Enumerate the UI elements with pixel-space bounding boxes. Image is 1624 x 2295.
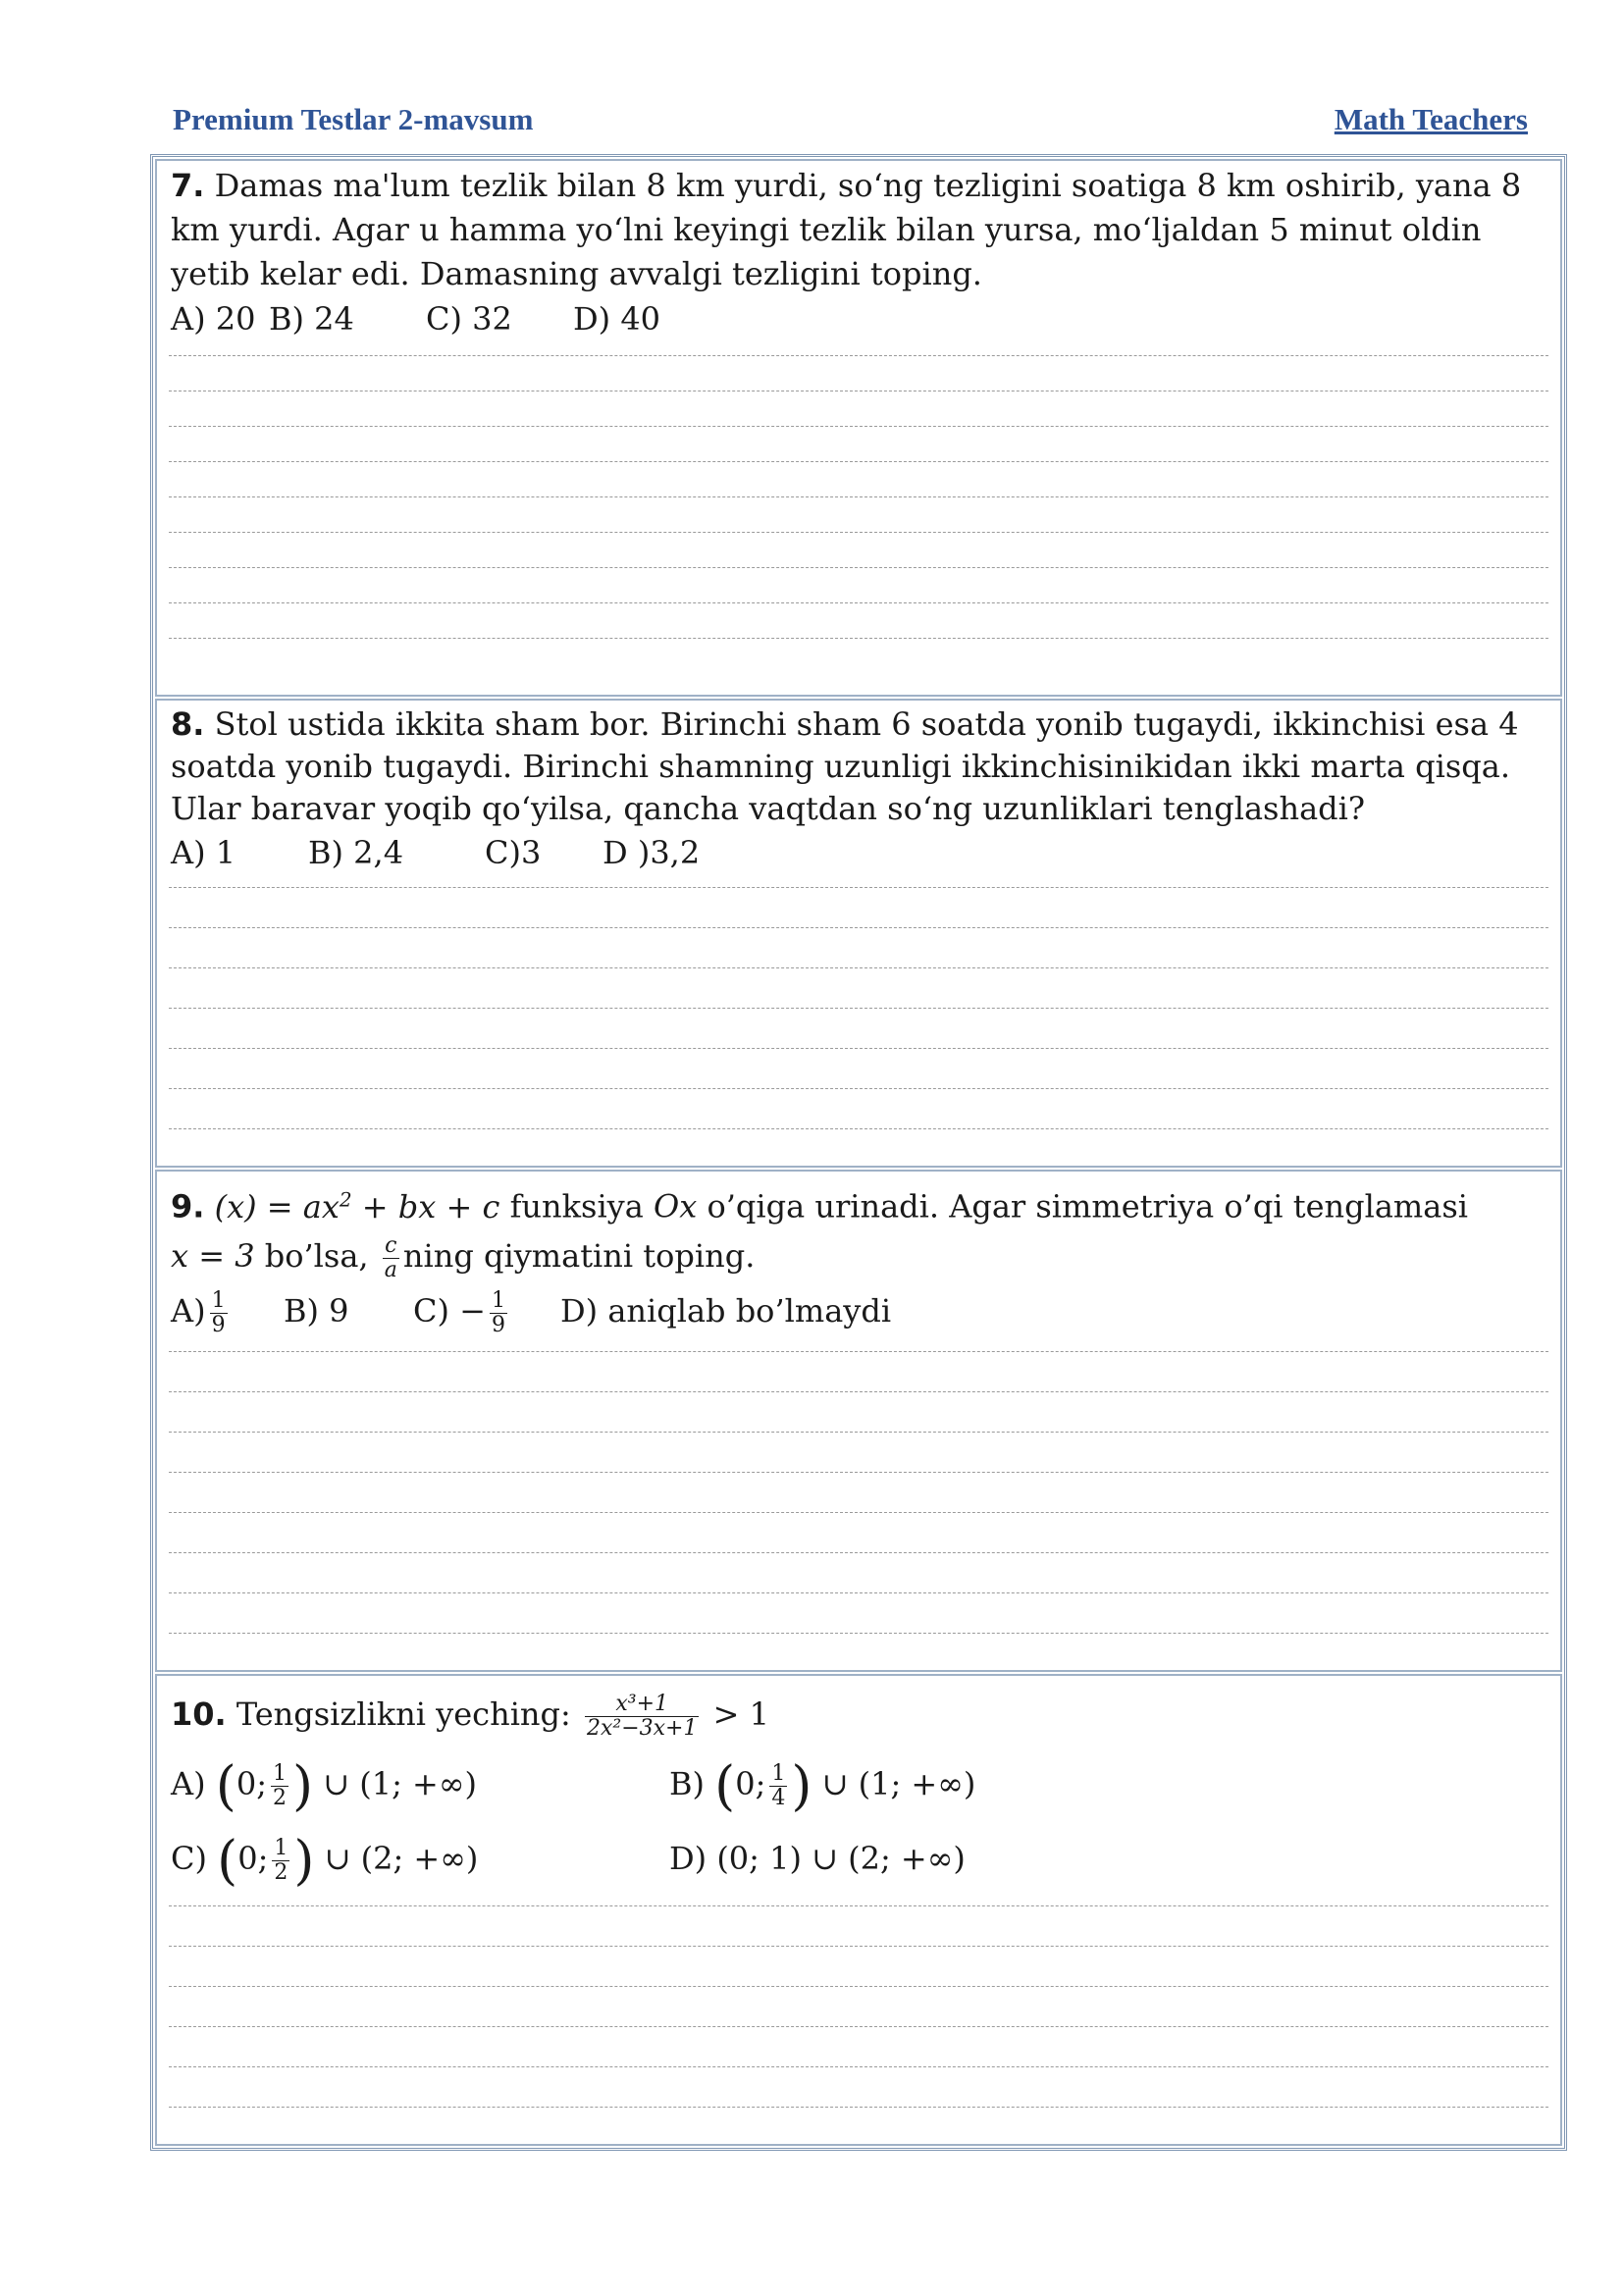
question-8	[155, 699, 1562, 1168]
option-a[interactable]: A) (0; $\frac{1}{2}$ ) ∪ (1; +∞)	[171, 1754, 477, 1817]
question-10-text: 10. Tengsizlikni yeching: $\frac{\text{x³+1}}{\text{2x²−3x+1}}$ > 1	[171, 1692, 769, 1741]
answer-lines	[171, 355, 1546, 639]
dashed-line	[169, 1432, 1548, 1433]
option-c[interactable]: C) (0; $\frac{1}{2}$ ) ∪ (2; +∞)	[171, 1829, 479, 1892]
header-brand-link[interactable]: Math Teachers	[1334, 102, 1528, 136]
option-d[interactable]: D) aniqlab bo’lmaydi	[560, 1291, 892, 1330]
dashed-line	[169, 496, 1548, 497]
option-a[interactable]: A) $\frac{1}{9}$	[171, 1287, 226, 1337]
option-b[interactable]: B) 2,4	[308, 834, 404, 871]
dashed-line	[169, 355, 1548, 356]
answer-options	[171, 1282, 1546, 1339]
question-number: 9.	[171, 1187, 205, 1226]
option-b[interactable]: B) 24	[269, 300, 354, 338]
option-a[interactable]: A) 20	[171, 300, 256, 338]
question-body: Stol ustida ikkita sham bor. Birinchi sham 6 soatda yonib tugaydi, ikkinchisi esa 4 soatda yonib tugaydi. Birinchi shamning uzunligi ikkinchisinikidan ikki marta qisqa. Ular baravar yoqib qo‘yilsa, qancha vaqtdan so‘ng uzunliklari tenglashadi?	[171, 705, 1519, 827]
answer-lines	[171, 1905, 1546, 2108]
question-8-text	[171, 701, 1546, 830]
dashed-line	[169, 2026, 1548, 2027]
dashed-line	[169, 532, 1548, 533]
dashed-line	[169, 1008, 1548, 1009]
option-c[interactable]: C)3	[485, 834, 542, 871]
dashed-line	[169, 1512, 1548, 1513]
option-d[interactable]: D) (0; 1) ∪ (2; +∞)	[669, 1840, 966, 1877]
question-number: 10.	[171, 1695, 227, 1733]
dashed-line	[169, 1946, 1548, 1947]
dashed-line	[169, 1905, 1548, 1906]
dashed-line	[169, 1472, 1548, 1473]
dashed-line	[169, 1391, 1548, 1392]
question-7	[155, 159, 1562, 697]
option-d[interactable]: D) 40	[573, 300, 661, 338]
option-d[interactable]: D )3,2	[602, 834, 701, 871]
dashed-line	[169, 2066, 1548, 2067]
dashed-line	[169, 1088, 1548, 1089]
function-formula: $(x) = ax^2$ + bx + c	[214, 1187, 500, 1226]
dashed-line	[169, 887, 1548, 888]
inequality-fraction: $\frac{\text{x³+1}}{\text{2x²−3x+1}}$	[586, 1692, 698, 1741]
dashed-line	[169, 461, 1548, 462]
question-body: Damas ma'lum tezlik bilan 8 km yurdi, so‘ng tezligini soatiga 8 km oshirib, yana 8 km yurdi. Agar u hamma yo‘lni keyingi tezlik bilan yursa, mo‘ljaldan 5 minut oldin yetib kelar edi. Damasning avvalgi tezligini toping.	[171, 167, 1522, 292]
dashed-line	[169, 927, 1548, 928]
dashed-line	[169, 1633, 1548, 1634]
option-c[interactable]: C) 32	[426, 300, 512, 338]
answer-options	[171, 1747, 1546, 1896]
option-b[interactable]: B) 9	[284, 1291, 349, 1330]
dashed-line	[169, 602, 1548, 603]
dashed-line	[169, 1351, 1548, 1352]
question-9-text: 9. $(x) = ax^2$ + bx + c funksiya Ox o’qiga urinadi. Agar simmetriya o’qi tenglamasi x = 3 bo’lsa, $\frac{c}{a}$ ning qiymatini toping.	[171, 1187, 1468, 1282]
dashed-line	[169, 1986, 1548, 1987]
answer-options	[171, 830, 1546, 875]
question-number: 8.	[171, 705, 205, 743]
dashed-line	[169, 638, 1548, 639]
dashed-line	[169, 2107, 1548, 2108]
question-7-text	[171, 161, 1546, 296]
option-b[interactable]: B) (0; $\frac{1}{4}$ ) ∪ (1; +∞)	[669, 1754, 976, 1817]
answer-lines	[171, 1351, 1546, 1634]
dashed-line	[169, 426, 1548, 427]
header-title: Premium Testlar 2-mavsum	[173, 102, 534, 136]
dashed-line	[169, 567, 1548, 568]
dashed-line	[169, 1552, 1548, 1553]
dashed-line	[169, 967, 1548, 968]
question-10	[155, 1674, 1562, 2146]
dashed-line	[169, 1592, 1548, 1593]
dashed-line	[169, 1128, 1548, 1129]
question-number: 7.	[171, 167, 205, 204]
answer-lines	[171, 887, 1546, 1129]
question-9	[155, 1170, 1562, 1672]
dashed-line	[169, 1048, 1548, 1049]
option-c[interactable]: C) − $\frac{1}{9}$	[413, 1287, 505, 1337]
fraction-c-over-a: $\frac{c}{a}$	[384, 1232, 397, 1282]
answer-options	[171, 296, 1546, 341]
option-a[interactable]: A) 1	[171, 834, 236, 871]
